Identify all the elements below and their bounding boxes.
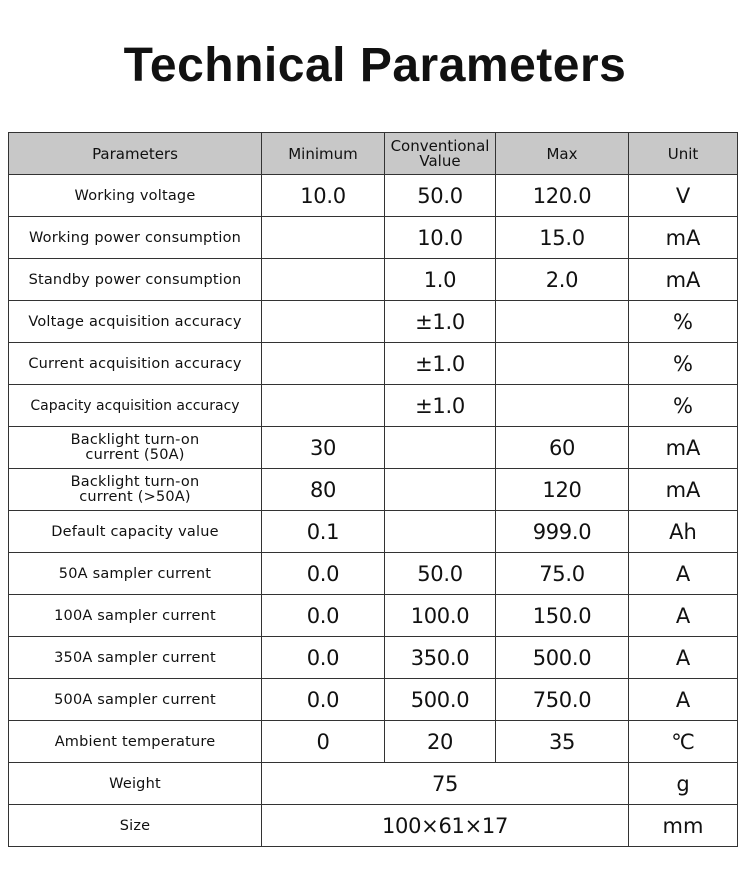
table-row — [9, 469, 738, 511]
merged-value-cell: 75 — [262, 763, 629, 805]
parameters-table — [8, 132, 738, 847]
header-conventional-line1: Conventional — [390, 136, 490, 155]
param-cell: Capacity acquisition accuracy — [9, 385, 262, 427]
min-cell: 10.0 — [262, 175, 385, 217]
min-cell: 0 — [262, 721, 385, 763]
param-cell: Working power consumption — [9, 217, 262, 259]
min-cell — [262, 343, 385, 385]
min-cell — [262, 301, 385, 343]
table-row — [9, 553, 738, 595]
merged-value-cell: 100×61×17 — [262, 805, 629, 847]
unit-cell: mA — [629, 469, 738, 511]
param-cell: Voltage acquisition accuracy — [9, 301, 262, 343]
conv-cell: 1.0 — [385, 259, 496, 301]
table-row — [9, 427, 738, 469]
min-cell: 0.1 — [262, 511, 385, 553]
header-max: Max — [496, 133, 629, 175]
table-header-row — [9, 133, 738, 175]
param-cell: Size — [9, 805, 262, 847]
param-cell: 500A sampler current — [9, 679, 262, 721]
conv-cell — [385, 511, 496, 553]
unit-cell: A — [629, 637, 738, 679]
table-row — [9, 259, 738, 301]
param-cell: Current acquisition accuracy — [9, 343, 262, 385]
header-conventional-value — [385, 133, 496, 175]
min-cell: 0.0 — [262, 553, 385, 595]
table-row — [9, 511, 738, 553]
table-row — [9, 721, 738, 763]
max-cell: 750.0 — [496, 679, 629, 721]
param-cell: Working voltage — [9, 175, 262, 217]
conv-cell: 50.0 — [385, 553, 496, 595]
min-cell: 0.0 — [262, 679, 385, 721]
page-title: Technical Parameters — [123, 39, 627, 92]
param-cell: Standby power consumption — [9, 259, 262, 301]
unit-cell: mA — [629, 259, 738, 301]
conv-cell: 350.0 — [385, 637, 496, 679]
max-cell — [496, 385, 629, 427]
param-cell: Ambient temperature — [9, 721, 262, 763]
unit-cell: ℃ — [629, 721, 738, 763]
max-cell: 35 — [496, 721, 629, 763]
unit-cell: mm — [629, 805, 738, 847]
unit-cell: Ah — [629, 511, 738, 553]
max-cell: 2.0 — [496, 259, 629, 301]
unit-cell: % — [629, 343, 738, 385]
conv-cell: 20 — [385, 721, 496, 763]
conv-cell: 50.0 — [385, 175, 496, 217]
max-cell: 120.0 — [496, 175, 629, 217]
table-row — [9, 679, 738, 721]
max-cell: 75.0 — [496, 553, 629, 595]
param-line1: Backlight turn-on — [70, 431, 200, 448]
unit-cell: V — [629, 175, 738, 217]
unit-cell: mA — [629, 427, 738, 469]
param-line2: current (>50A) — [79, 488, 191, 505]
unit-cell: % — [629, 385, 738, 427]
table-row — [9, 301, 738, 343]
param-cell — [9, 427, 262, 469]
conv-cell: ±1.0 — [385, 343, 496, 385]
conv-cell — [385, 427, 496, 469]
unit-cell: g — [629, 763, 738, 805]
param-cell: 50A sampler current — [9, 553, 262, 595]
max-cell — [496, 301, 629, 343]
conv-cell: 10.0 — [385, 217, 496, 259]
unit-cell: A — [629, 595, 738, 637]
max-cell — [496, 343, 629, 385]
min-cell: 80 — [262, 469, 385, 511]
table-row — [9, 595, 738, 637]
min-cell — [262, 217, 385, 259]
min-cell — [262, 385, 385, 427]
param-cell: Default capacity value — [9, 511, 262, 553]
param-cell: 350A sampler current — [9, 637, 262, 679]
table-row — [9, 175, 738, 217]
min-cell: 30 — [262, 427, 385, 469]
conv-cell — [385, 469, 496, 511]
unit-cell: % — [629, 301, 738, 343]
min-cell: 0.0 — [262, 637, 385, 679]
param-cell — [9, 469, 262, 511]
header-unit: Unit — [629, 133, 738, 175]
header-parameters: Parameters — [9, 133, 262, 175]
table-row — [9, 637, 738, 679]
min-cell — [262, 259, 385, 301]
max-cell: 120 — [496, 469, 629, 511]
param-line1: Backlight turn-on — [70, 473, 200, 490]
table-row — [9, 343, 738, 385]
max-cell: 60 — [496, 427, 629, 469]
conv-cell: 100.0 — [385, 595, 496, 637]
unit-cell: A — [629, 679, 738, 721]
header-conventional-line2: Value — [419, 151, 461, 170]
conv-cell: 500.0 — [385, 679, 496, 721]
min-cell: 0.0 — [262, 595, 385, 637]
max-cell: 15.0 — [496, 217, 629, 259]
unit-cell: mA — [629, 217, 738, 259]
unit-cell: A — [629, 553, 738, 595]
conv-cell: ±1.0 — [385, 385, 496, 427]
max-cell: 500.0 — [496, 637, 629, 679]
param-line2: current (50A) — [85, 446, 185, 463]
max-cell: 150.0 — [496, 595, 629, 637]
header-minimum: Minimum — [262, 133, 385, 175]
max-cell: 999.0 — [496, 511, 629, 553]
conv-cell: ±1.0 — [385, 301, 496, 343]
param-cell: Weight — [9, 763, 262, 805]
table-row — [9, 805, 738, 847]
table-row — [9, 385, 738, 427]
param-cell: 100A sampler current — [9, 595, 262, 637]
table-row — [9, 217, 738, 259]
table-row — [9, 763, 738, 805]
